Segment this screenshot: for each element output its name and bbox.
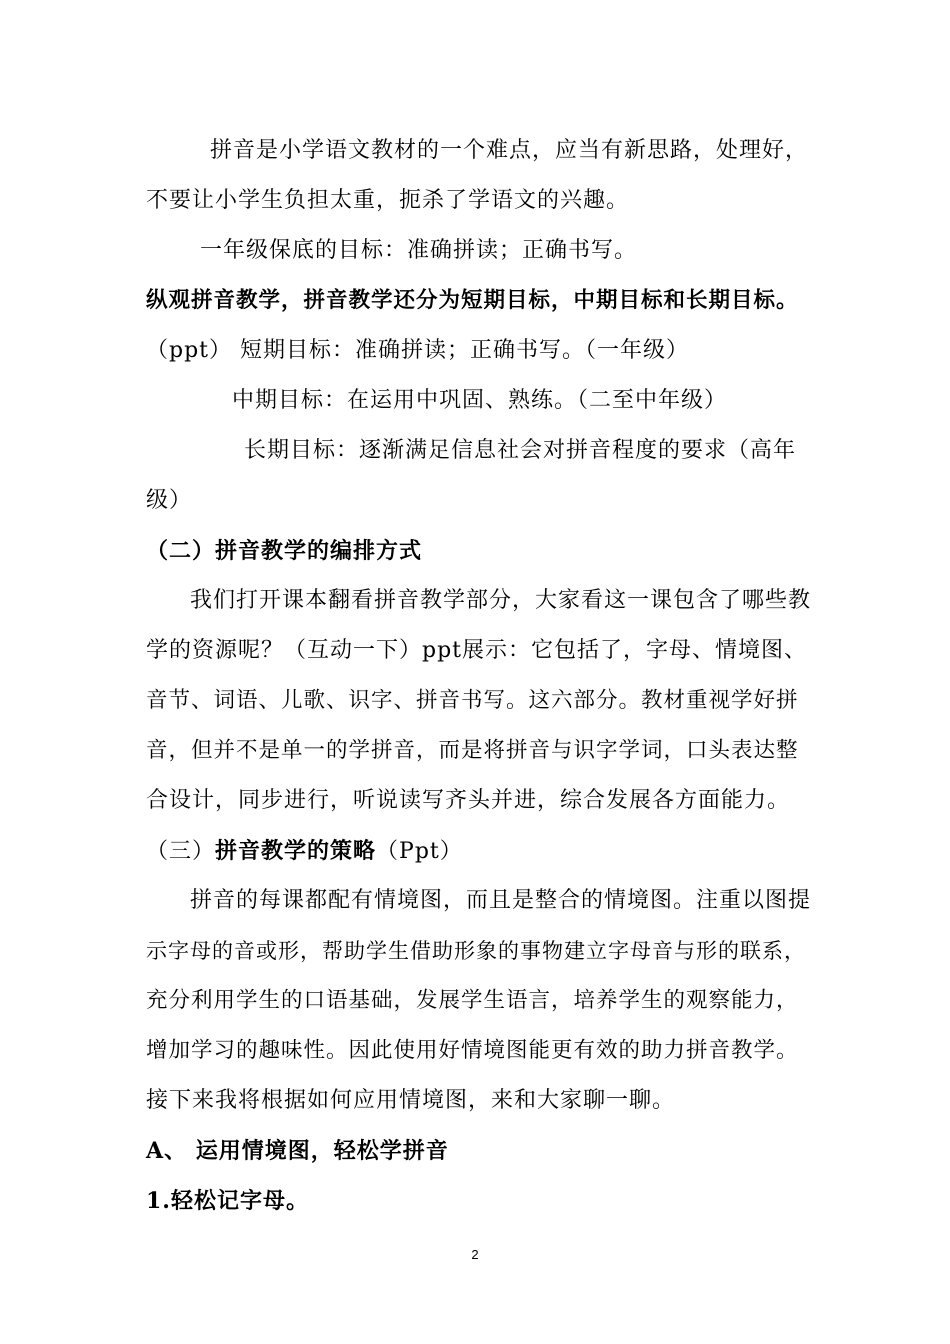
paragraph-line: 拼音是小学语文教材的一个难点，应当有新思路，处理好， xyxy=(210,138,809,163)
paragraph-line: 音节、词语、儿歌、识字、拼音书写。这六部分。教材重视学好拼 xyxy=(146,688,799,713)
paragraph-line: 学的资源呢？（互动一下）ppt展示：它包括了，字母、情境图、 xyxy=(146,638,808,663)
subsection-heading: A、 运用情境图，轻松学拼音 xyxy=(146,1138,449,1164)
paragraph-line: 合设计，同步进行，听说读写齐头并进，综合发展各方面能力。 xyxy=(146,788,791,813)
section-heading: （二）拼音教学的编排方式 xyxy=(146,538,423,564)
section-heading xyxy=(146,836,463,867)
paragraph-line: 不要让小学生负担太重，扼杀了学语文的兴趣。 xyxy=(146,188,630,213)
heading-prefix: （三） xyxy=(146,839,216,864)
paragraph-line: 接下来我将根据如何应用情境图，来和大家聊一聊。 xyxy=(146,1088,676,1113)
goal-mid-term: 中期目标：在运用中巩固、熟练。（二至中年级） xyxy=(232,388,728,413)
paragraph-line: 增加学习的趣味性。因此使用好情境图能更有效的助力拼音教学。 xyxy=(146,1038,799,1063)
heading-suffix: （Ppt） xyxy=(376,839,463,864)
heading-bold-text: 拼音教学的策略 xyxy=(215,838,377,864)
paragraph-line: 一年级保底的目标：准确拼读；正确书写。 xyxy=(200,238,638,263)
paragraph-line: 我们打开课本翻看拼音教学部分，大家看这一课包含了哪些教 xyxy=(190,588,812,613)
goal-long-term: 长期目标：逐渐满足信息社会对拼音程度的要求（高年 xyxy=(244,438,797,463)
page-number: 2 xyxy=(471,1247,479,1262)
subsection-heading: 1.轻松记字母。 xyxy=(146,1188,309,1214)
paragraph-line: 拼音的每课都配有情境图，而且是整合的情境图。注重以图提 xyxy=(190,888,812,913)
paragraph-line: 示字母的音或形，帮助学生借助形象的事物建立字母音与形的联系， xyxy=(146,939,806,963)
paragraph-line: 级） xyxy=(146,488,193,513)
bold-paragraph-line: 纵观拼音教学，拼音教学还分为短期目标，中期目标和长期目标。 xyxy=(146,288,799,313)
goal-short-term: （ppt） 短期目标：准确拼读；正确书写。（一年级） xyxy=(146,338,690,363)
paragraph-line: 充分利用学生的口语基础，发展学生语言，培养学生的观察能力， xyxy=(146,988,799,1013)
paragraph-line: 音，但并不是单一的学拼音，而是将拼音与识字学词，口头表达整 xyxy=(146,738,799,763)
